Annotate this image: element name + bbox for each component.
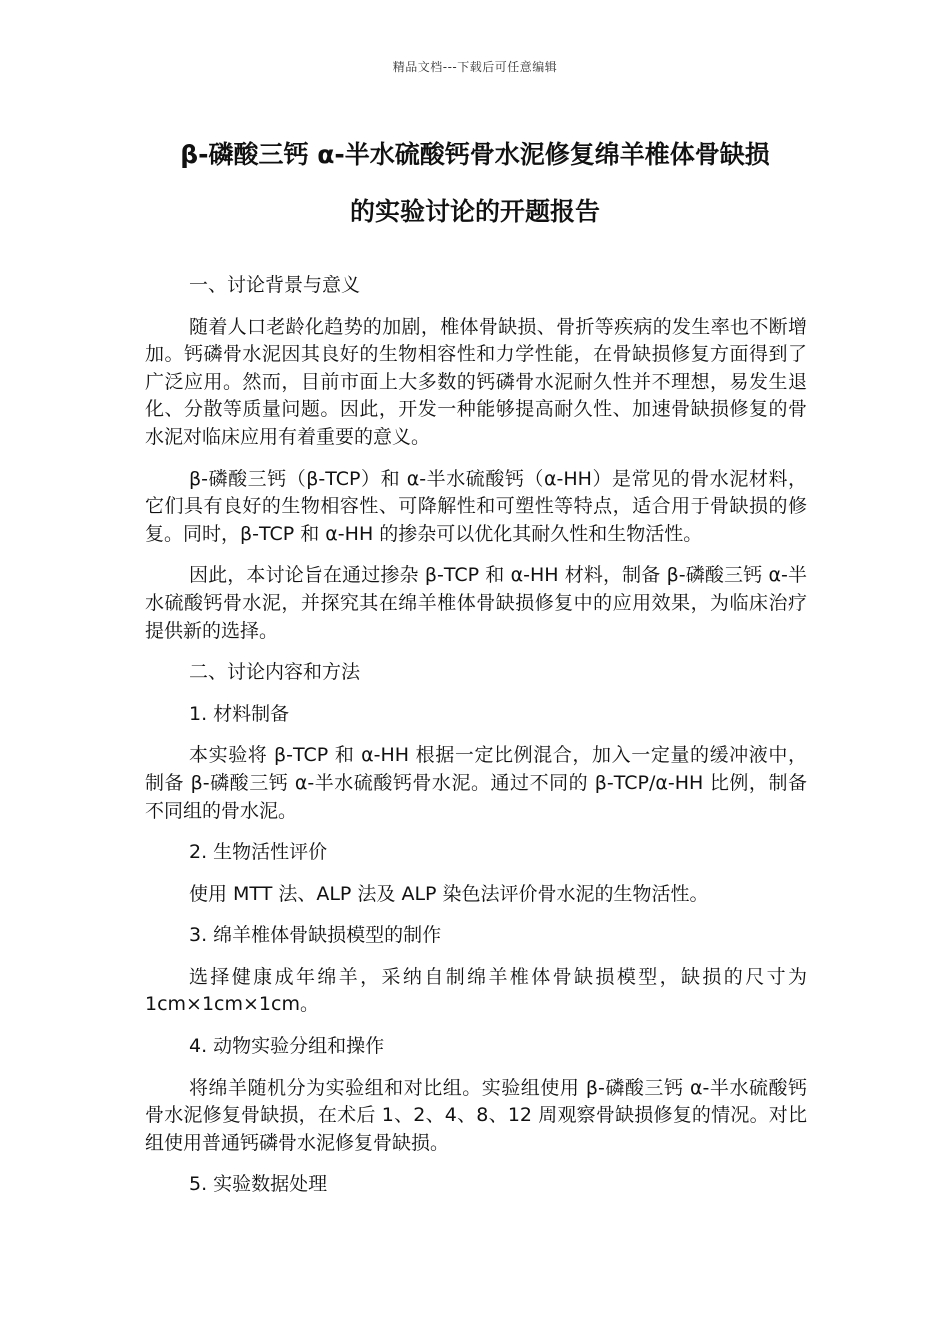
paragraph-bioactivity: 使用 MTT 法、ALP 法及 ALP 染色法评价骨水泥的生物活性。 xyxy=(189,882,709,905)
section-heading-background: 一、讨论背景与意义 xyxy=(189,274,361,296)
subheading-model: 3. 绵羊椎体骨缺损模型的制作 xyxy=(189,924,442,947)
paragraph-background-3: 因此，本讨论旨在通过掺杂 β-TCP 和 α-HH 材料，制备 β-磷酸三钙 α-半水硫酸钙骨水泥，并探究其在绵羊椎体骨缺损修复中的应用效果，为临床治疗提供新的选择。 xyxy=(145,564,807,642)
paragraph-material-preparation: 本实验将 β-TCP 和 α-HH 根据一定比例混合，加入一定量的缓冲液中，制备 β-磷酸三钙 α-半水硫酸钙骨水泥。通过不同的 β-TCP/α-HH 比例，制备不同组的骨水泥。 xyxy=(145,744,807,822)
paragraph-background-2: β-磷酸三钙（β-TCP）和 α-半水硫酸钙（α-HH）是常见的骨水泥材料，它们具有良好的生物相容性、可降解性和可塑性等特点，适合用于骨缺损的修复。同时，β-TCP 和 α-HH 的掺杂可以优化其耐久性和生物活性。 xyxy=(145,467,807,545)
document-body xyxy=(145,272,807,1213)
subheading-animal-grouping: 4. 动物实验分组和操作 xyxy=(189,1035,385,1058)
subheading-data-processing: 5. 实验数据处理 xyxy=(189,1173,328,1196)
page-header-note: 精品文档---下载后可任意编辑 xyxy=(392,60,558,74)
paragraph-background-1: 随着人口老龄化趋势的加剧，椎体骨缺损、骨折等疾病的发生率也不断增加。钙磷骨水泥因其良好的生物相容性和力学性能，在骨缺损修复方面得到了广泛应用。然而，目前市面上大多数的钙磷骨水泥耐久性并不理想，易发生退化、分散等质量问题。因此，开发一种能够提高耐久性、加速骨缺损修复的骨水泥对临床应用有着重要的意义。 xyxy=(145,315,807,448)
paragraph-animal-grouping: 将绵羊随机分为实验组和对比组。实验组使用 β-磷酸三钙 α-半水硫酸钙骨水泥修复骨缺损，在术后 1、2、4、8、12 周观察骨缺损修复的情况。对比组使用普通钙磷骨水泥修复骨缺损。 xyxy=(145,1076,807,1154)
section-heading-methods: 二、讨论内容和方法 xyxy=(189,661,361,684)
document-title-line-2: 的实验讨论的开题报告 xyxy=(349,197,600,226)
subheading-material-preparation: 1. 材料制备 xyxy=(189,702,290,725)
subheading-bioactivity: 2. 生物活性评价 xyxy=(189,841,328,864)
document-title-line-1: β-磷酸三钙 α-半水硫酸钙骨水泥修复绵羊椎体骨缺损 xyxy=(180,140,770,169)
paragraph-model: 选择健康成年绵羊，采纳自制绵羊椎体骨缺损模型，缺损的尺寸为 1cm×1cm×1cm。 xyxy=(145,965,807,1016)
